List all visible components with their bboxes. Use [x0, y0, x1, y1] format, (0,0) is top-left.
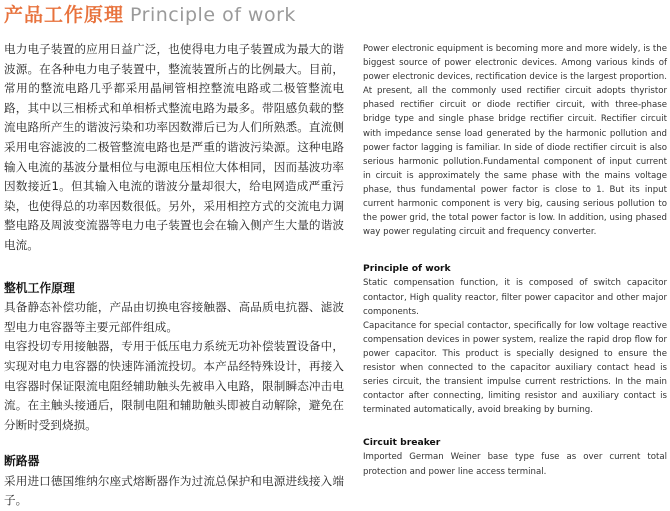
english-column — [363, 42, 667, 479]
machine-principle-p2-cn: 电容投切专用接触器，专用于低压电力系统无功补偿装置设备中，实现对电力电容器的快速阵涌流投切。本产品经特殊设计，再接入电容器时保证限流电阻经辅助触头先被串入电路，限制瞬态冲击电流。在主触头接通后，限制电阻和辅助触头即被自动解除，避免在分断时受到烧损。 — [4, 339, 344, 432]
principle-p1-en: Static compensation function, it is composed of switch capacitor contactor, High quality reactor, filter power capacitor and other major components. — [363, 278, 667, 317]
page-title — [4, 0, 296, 30]
machine-principle-heading-cn: 整机工作原理 — [4, 280, 75, 295]
principle-p2-en: Capacitance for special contactor, specifically for low voltage reactive compensation devices in power system, realize the rapid drop flow for power capacitor. This product is specially designed to ensure the resistor when connected to the capacitor auxiliary contact head is series circuit, the transient impulse current restrictions. In the main contactor after connecting, limiting resistor and auxiliary contact is terminated automatically, avoid breaking by burning. — [363, 320, 667, 416]
title-chinese: 产品工作原理 — [4, 4, 125, 26]
chinese-column — [4, 40, 344, 511]
breaker-heading-en: Circuit breaker — [363, 437, 441, 449]
breaker-heading-cn: 断路器 — [4, 454, 40, 469]
breaker-paragraph-cn: 采用进口德国维纳尔座式熔断器作为过流总保护和电源进线接入端子。 — [4, 473, 344, 508]
title-english: Principle of work — [130, 4, 296, 26]
intro-paragraph-cn: 电力电子装置的应用日益广泛，也使得电力电子装置成为最大的谐波源。在各种电力电子装置中，整流装置所占的比例最大。目前，常用的整流电路几乎都采用晶闸管相控整流电路或二极管整流电路，其中以三相桥式和单相桥式整流电路为最多。带阻感负载的整流电路所产生的谐波污染和功率因数滞后已为人们所熟悉。直流侧采用电容滤波的二极管整流电路也是严重的谐波污染源。这种电路输入电流的基波分量相位与电源电压相位大体相同，因而基波功率因数接近1。但其输入电流的谐波分量却很大，给电网造成严重污染，也使得总的功率因数很低。另外，采用相控方式的交流电力调整电路及周波变流器等电力电子装置也会在输入侧产生大量的谐波电流。 — [4, 42, 344, 252]
breaker-paragraph-en: Imported German Weiner base type fuse as over current total protection and power line access terminal. — [363, 452, 667, 477]
intro-paragraph-en: Power electronic equipment is becoming more and more widely, is the biggest source of power electronic devices. Among various kinds of power electronic devices, rectification device is the largest proportion. At present, all the commonly used rectifier circuit adopts thyristor phased rectifier circuit or diode rectifier circuit, with three-phase bridge type and single phase bridge rectifier circuit. Rectifier circuit with impedance sense load generated by the harmonic pollution and power factor lagging is familiar. In side of diode rectifier circuit is also serious harmonic pollution.Fundamental component of input current in circuit is approximately the same phase with the mains voltage phase, thus fundamental power factor is close to 1. But its input current harmonic component is very big, causing serious pollution to the power grid, the total power factor is low. In addition, using phased way power regulating circuit and frequency converter. — [363, 44, 667, 238]
principle-heading-en: Principle of work — [363, 263, 451, 275]
machine-principle-p1-cn: 具备静态补偿功能，产品由切换电容接触器、高品质电抗器、滤波型电力电容器等主要元部件组成。 — [4, 300, 344, 334]
